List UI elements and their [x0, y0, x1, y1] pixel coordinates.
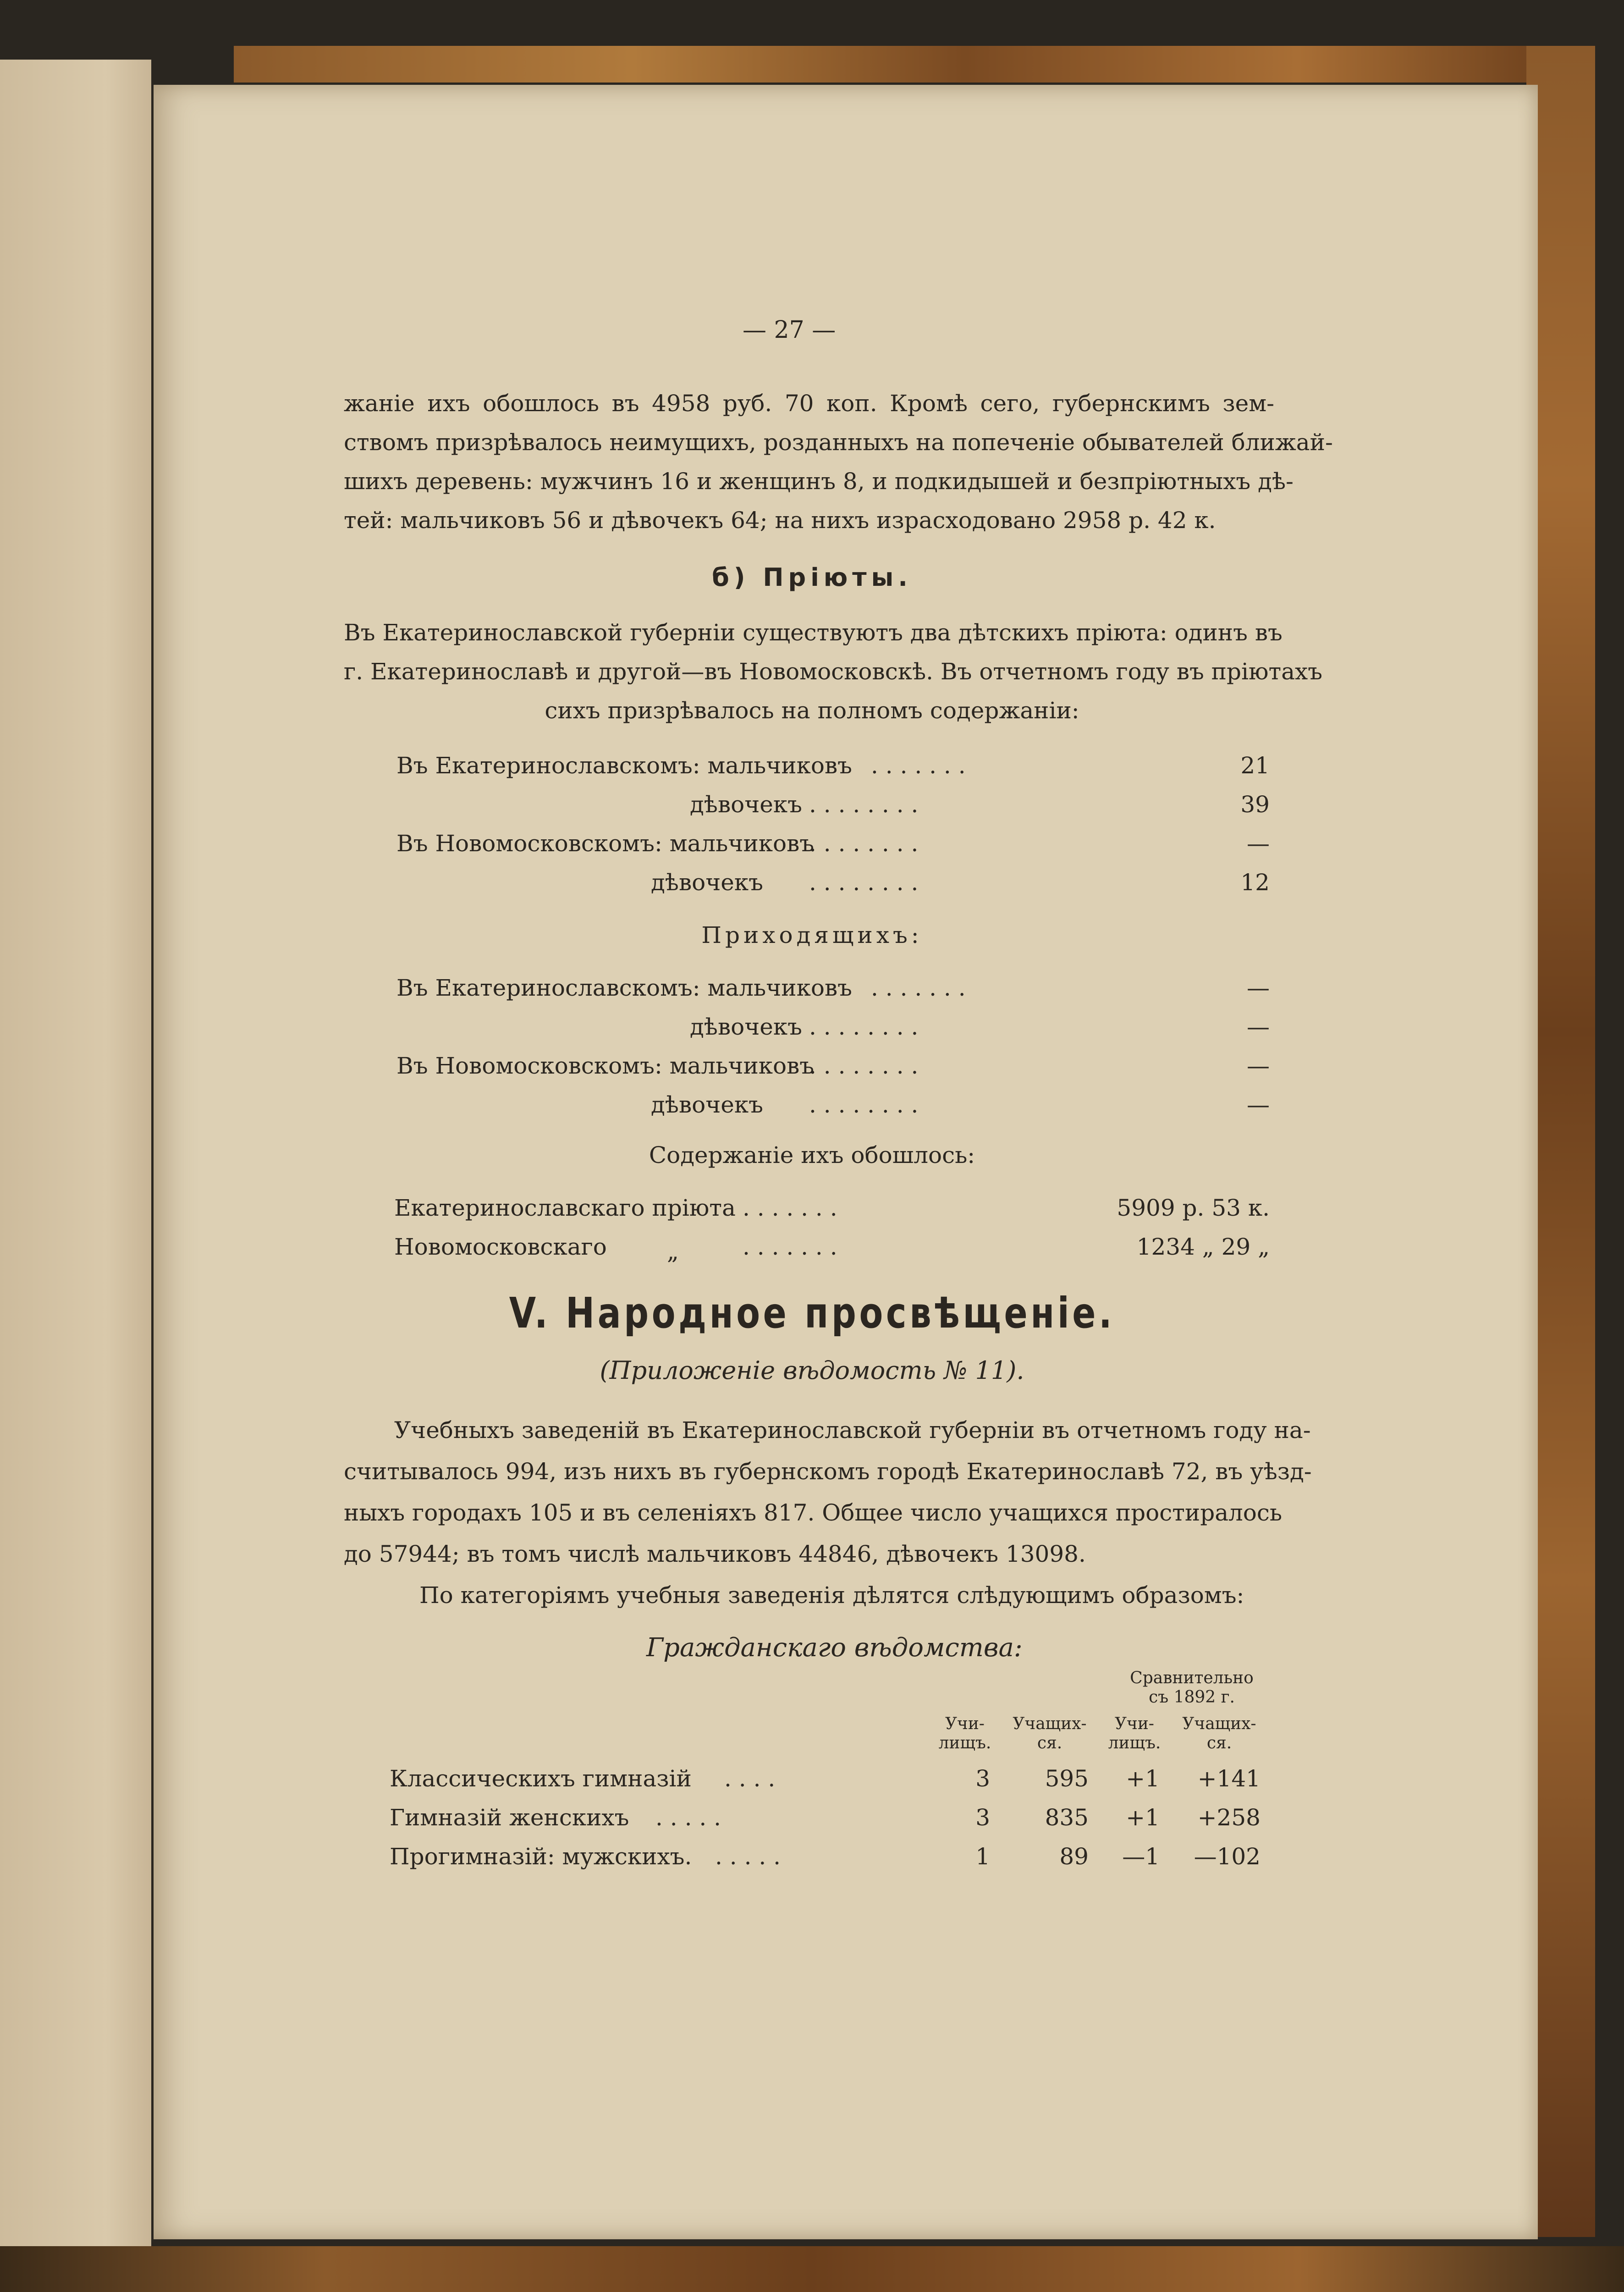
- visiting-title: Приходящихъ:: [701, 922, 923, 948]
- table-row-3-label: Прогимназій: мужскихъ.: [390, 1843, 692, 1870]
- table-row-1-dots: . . . .: [724, 1765, 776, 1792]
- visiting-row-1-label: Въ Екатеринославскомъ: мальчиковъ: [396, 975, 852, 1001]
- col-pupils-diff-header-2: ся.: [1206, 1734, 1232, 1752]
- col-pupils-header-2: ся.: [1037, 1734, 1062, 1752]
- book-top-edge: [234, 46, 1563, 83]
- full-row-1-value: 21: [1240, 752, 1270, 779]
- cost-row-2-dots: . . . . . . .: [743, 1234, 837, 1260]
- table-row-1-pupils: 595: [1045, 1765, 1089, 1792]
- table-row-1-pupils-diff: +141: [1197, 1765, 1261, 1792]
- col-schools-header-1: Учи-: [945, 1714, 985, 1733]
- visiting-row-3-dots: . . . . . . . .: [809, 1052, 919, 1079]
- visiting-row-3-value: —: [1247, 1052, 1270, 1079]
- col-pupils-header-1: Учащих-: [1013, 1714, 1087, 1733]
- paragraph-3-line-1: Учебныхъ заведеній въ Екатеринославской губерніи въ отчетномъ году на-: [394, 1417, 1311, 1444]
- page-number: — 27 —: [743, 316, 836, 344]
- table-row-1-label: Классическихъ гимназій: [390, 1765, 692, 1792]
- visiting-row-3-label: Въ Новомосковскомъ: мальчиковъ: [396, 1052, 815, 1079]
- table-row-2-label: Гимназій женскихъ: [390, 1804, 629, 1831]
- full-row-1-label: Въ Екатеринославскомъ: мальчиковъ: [396, 752, 852, 779]
- paragraph-1-line-3: шихъ деревень: мужчинъ 16 и женщинъ 8, и подкидышей и безпріютныхъ дѣ-: [344, 468, 1294, 495]
- table-row-2-pupils-diff: +258: [1197, 1804, 1261, 1831]
- chapter-title: V. Народное просвѣщеніе.: [509, 1289, 1115, 1338]
- paragraph-3-line-3: ныхъ городахъ 105 и въ селеніяхъ 817. Общее число учащихся простиралось: [344, 1499, 1283, 1526]
- book-bottom-edge: [0, 2246, 1624, 2292]
- paragraph-4: По категоріямъ учебныя заведенія дѣлятся слѣдующимъ образомъ:: [419, 1582, 1244, 1609]
- visiting-row-1-dots: . . . . . . .: [871, 975, 966, 1001]
- chapter-subtitle: (Приложеніе вѣдомость № 11).: [600, 1356, 1024, 1385]
- table-row-3-schools: 1: [975, 1843, 990, 1870]
- table-row-1-schools-diff: +1: [1126, 1765, 1160, 1792]
- cost-row-1-dots: . . . . . . .: [743, 1195, 837, 1221]
- col-schools-diff-header-2: лищъ.: [1108, 1734, 1161, 1752]
- paragraph-2-line-2: г. Екатеринославѣ и другой—въ Новомосковскѣ. Въ отчетномъ году въ пріютахъ: [344, 658, 1323, 685]
- paragraph-2-line-3: сихъ призрѣвалось на полномъ содержаніи:: [545, 697, 1079, 724]
- table-row-3-pupils: 89: [1059, 1843, 1089, 1870]
- table-row-3-pupils-diff: —102: [1194, 1843, 1261, 1870]
- visiting-row-4-dots: . . . . . . . .: [809, 1091, 919, 1118]
- visiting-row-4-value: —: [1247, 1091, 1270, 1118]
- cost-row-2-ditto: „: [667, 1238, 679, 1265]
- visiting-row-2-value: —: [1247, 1014, 1270, 1040]
- table-row-3-schools-diff: —1: [1122, 1843, 1160, 1870]
- cost-row-1-value: 5909 р. 53 к.: [1117, 1195, 1270, 1221]
- table-row-2-pupils: 835: [1045, 1804, 1089, 1831]
- cost-row-1-label: Екатеринославскаго пріюта: [394, 1195, 736, 1221]
- table-row-2-schools: 3: [975, 1804, 990, 1831]
- full-row-1-dots: . . . . . . .: [871, 752, 966, 779]
- table-row-1-schools: 3: [975, 1765, 990, 1792]
- visiting-row-4-label: дѣвочекъ: [651, 1091, 763, 1118]
- full-row-2-value: 39: [1240, 791, 1270, 818]
- full-row-3-dots: . . . . . . . .: [809, 830, 919, 857]
- paragraph-3-line-4: до 57944; въ томъ числѣ мальчиковъ 44846, дѣвочекъ 13098.: [344, 1541, 1086, 1567]
- paragraph-1-line-2: ствомъ призрѣвалось неимущихъ, розданныхъ на попеченіе обывателей ближай-: [344, 429, 1333, 456]
- visiting-row-1-value: —: [1247, 975, 1270, 1001]
- visiting-row-2-label: дѣвочекъ: [690, 1014, 802, 1040]
- section-title-shelters: б) Пріюты.: [712, 563, 912, 592]
- col-pupils-diff-header-1: Учащих-: [1182, 1714, 1256, 1733]
- paragraph-3-line-2: считывалось 994, изъ нихъ въ губернскомъ городѣ Екатеринославѣ 72, въ уѣзд-: [344, 1458, 1312, 1485]
- visiting-row-2-dots: . . . . . . . .: [809, 1014, 919, 1040]
- full-row-4-label: дѣвочекъ: [651, 869, 763, 896]
- col-schools-diff-header-1: Учи-: [1115, 1714, 1154, 1733]
- table-row-2-schools-diff: +1: [1126, 1804, 1160, 1831]
- compare-header-line-2: съ 1892 г.: [1149, 1688, 1235, 1707]
- paragraph-2-line-1: Въ Екатеринославской губерніи существуютъ два дѣтскихъ пріюта: одинъ въ: [344, 619, 1283, 646]
- full-row-3-label: Въ Новомосковскомъ: мальчиковъ: [396, 830, 815, 857]
- paragraph-1-line-4: тей: мальчиковъ 56 и дѣвочекъ 64; на нихъ израсходовано 2958 р. 42 к.: [344, 507, 1216, 534]
- col-schools-header-2: лищъ.: [938, 1734, 991, 1752]
- full-row-2-label: дѣвочекъ: [690, 791, 802, 818]
- table-row-3-dots: . . . . .: [715, 1843, 781, 1870]
- full-row-4-value: 12: [1240, 869, 1270, 896]
- paragraph-1-line-1: жаніе ихъ обошлось въ 4958 руб. 70 коп. Кромѣ сего, губернскимъ зем-: [344, 390, 1274, 417]
- cost-row-2-value: 1234 „ 29 „: [1136, 1234, 1270, 1260]
- cost-title: Содержаніе ихъ обошлось:: [649, 1142, 975, 1168]
- table-row-2-dots: . . . . .: [655, 1804, 721, 1831]
- full-row-3-value: —: [1247, 830, 1270, 857]
- compare-header-line-1: Сравнительно: [1130, 1669, 1254, 1687]
- full-row-4-dots: . . . . . . . .: [809, 869, 919, 896]
- full-row-2-dots: . . . . . . . .: [809, 791, 919, 818]
- cost-row-2-label: Новомосковскаго: [394, 1234, 607, 1260]
- civil-department-title: Гражданскаго вѣдомства:: [646, 1633, 1023, 1663]
